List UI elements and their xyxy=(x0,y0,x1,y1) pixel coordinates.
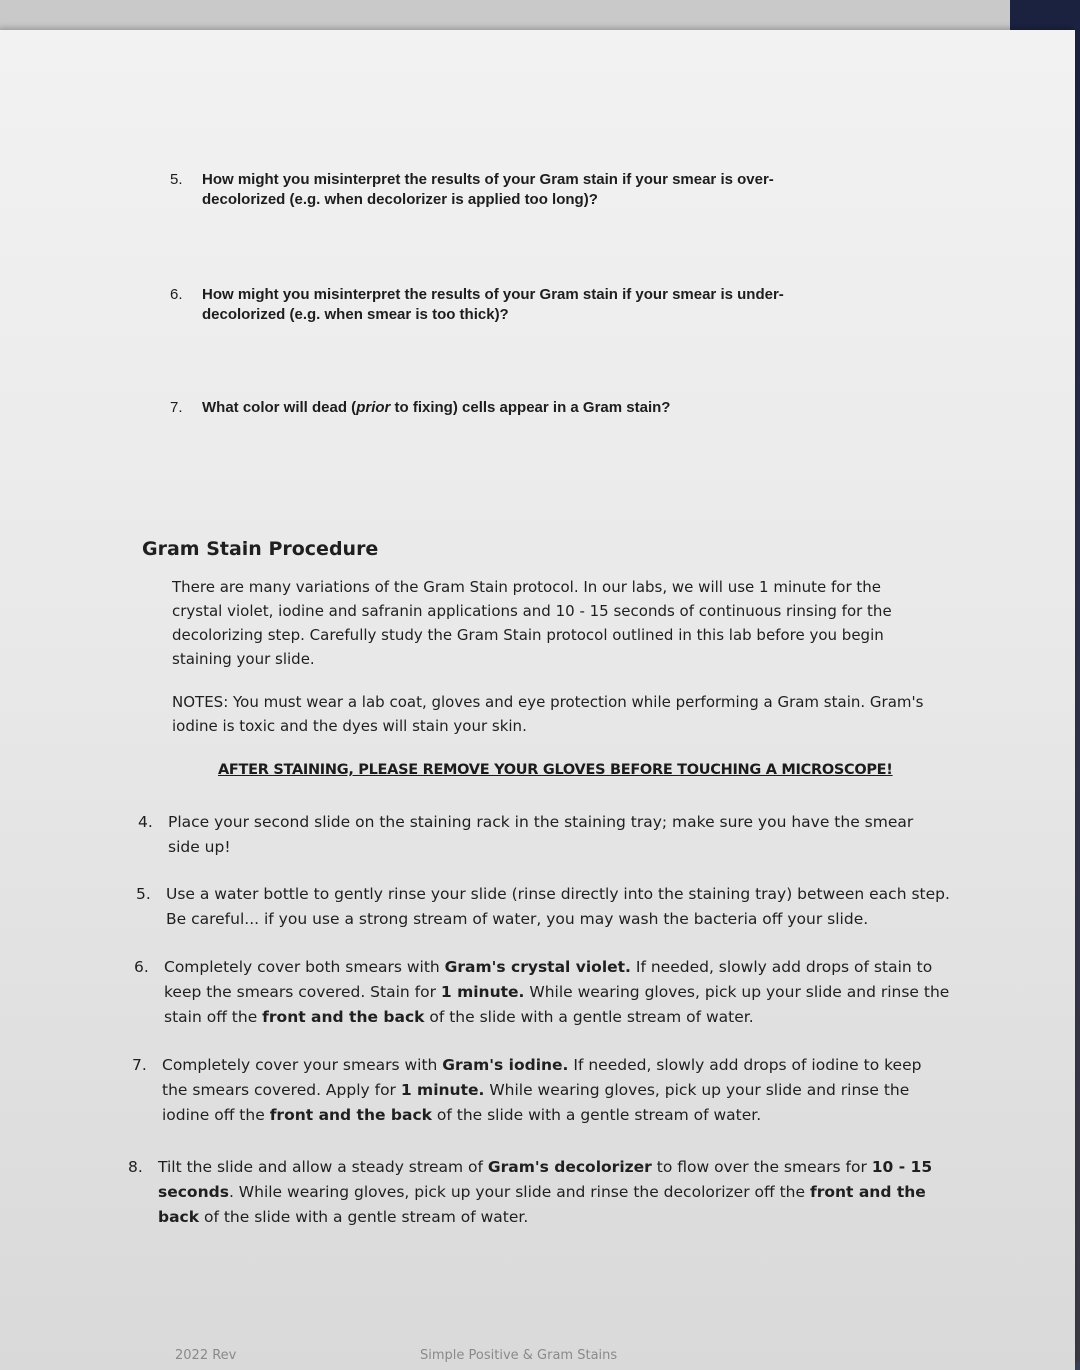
step-number: 4. xyxy=(138,813,153,831)
step-number: 7. xyxy=(132,1056,147,1074)
step-number: 8. xyxy=(128,1158,143,1176)
question-7 xyxy=(170,398,850,418)
step-8 xyxy=(128,1155,948,1230)
step-text: Tilt the slide and allow a steady stream of Gram's decolorizer to flow over the smears for 10 - 15 seconds. While wearing gloves, pick up your slide and rinse the decolorizer off the front and the back of the slide with a gentle stream of water. xyxy=(158,1158,933,1226)
footer-revision: 2022 Rev xyxy=(175,1348,237,1363)
step-text: Completely cover your smears with Gram's iodine. If needed, slowly add drops of iodine to keep the smears covered. Apply for 1 minute. While wearing gloves, pick up your slide and rinse the iodine off the front and the back of the slide with a gentle stream of water. xyxy=(162,1056,922,1124)
section-heading: Gram Stain Procedure xyxy=(142,538,379,560)
step-text: Completely cover both smears with Gram's crystal violet. If needed, slowly add drops of stain to keep the smears covered. Stain for 1 minute. While wearing gloves, pick up your slide and rinse the stain off the front and the back of the slide with a gentle stream of water. xyxy=(164,958,950,1026)
step-number: 6. xyxy=(134,958,149,976)
footer-title: Simple Positive & Gram Stains xyxy=(420,1348,618,1363)
question-number: 6. xyxy=(170,286,183,303)
document-page xyxy=(0,30,1075,1370)
step-text: Place your second slide on the staining rack in the staining tray; make sure you have the smear side up! xyxy=(168,813,914,856)
question-text: How might you misinterpret the results of your Gram stain if your smear is under-decolorized (e.g. when smear is too thick)? xyxy=(202,286,784,323)
question-number: 5. xyxy=(170,171,183,188)
question-text: How might you misinterpret the results of your Gram stain if your smear is over-decolorized (e.g. when decolorizer is applied too long)? xyxy=(202,171,774,208)
step-text: Use a water bottle to gently rinse your slide (rinse directly into the staining tray) between each step. Be careful... if you use a strong stream of water, you may wash the bacteria off your slide. xyxy=(166,885,950,928)
question-number: 7. xyxy=(170,399,183,416)
warning-text: AFTER STAINING, PLEASE REMOVE YOUR GLOVES BEFORE TOUCHING A MICROSCOPE! xyxy=(218,762,893,778)
notes-paragraph: NOTES: You must wear a lab coat, gloves and eye protection while performing a Gram stain. Gram's iodine is toxic and the dyes will stain your skin. xyxy=(172,693,924,735)
step-7 xyxy=(132,1053,942,1128)
step-6 xyxy=(134,955,964,1030)
question-6 xyxy=(170,285,850,325)
step-4 xyxy=(138,810,938,860)
question-text: What color will dead (prior to fixing) cells appear in a Gram stain? xyxy=(202,399,671,416)
intro-paragraph: There are many variations of the Gram Stain protocol. In our labs, we will use 1 minute for the crystal violet, iodine and safranin applications and 10 - 15 seconds of continuous rinsing for the decolorizing step. Carefully study the Gram Stain protocol outlined in this lab before you begin staining your slide. xyxy=(172,578,892,668)
question-5 xyxy=(170,170,850,210)
step-number: 5. xyxy=(136,885,151,903)
step-5 xyxy=(136,882,956,932)
